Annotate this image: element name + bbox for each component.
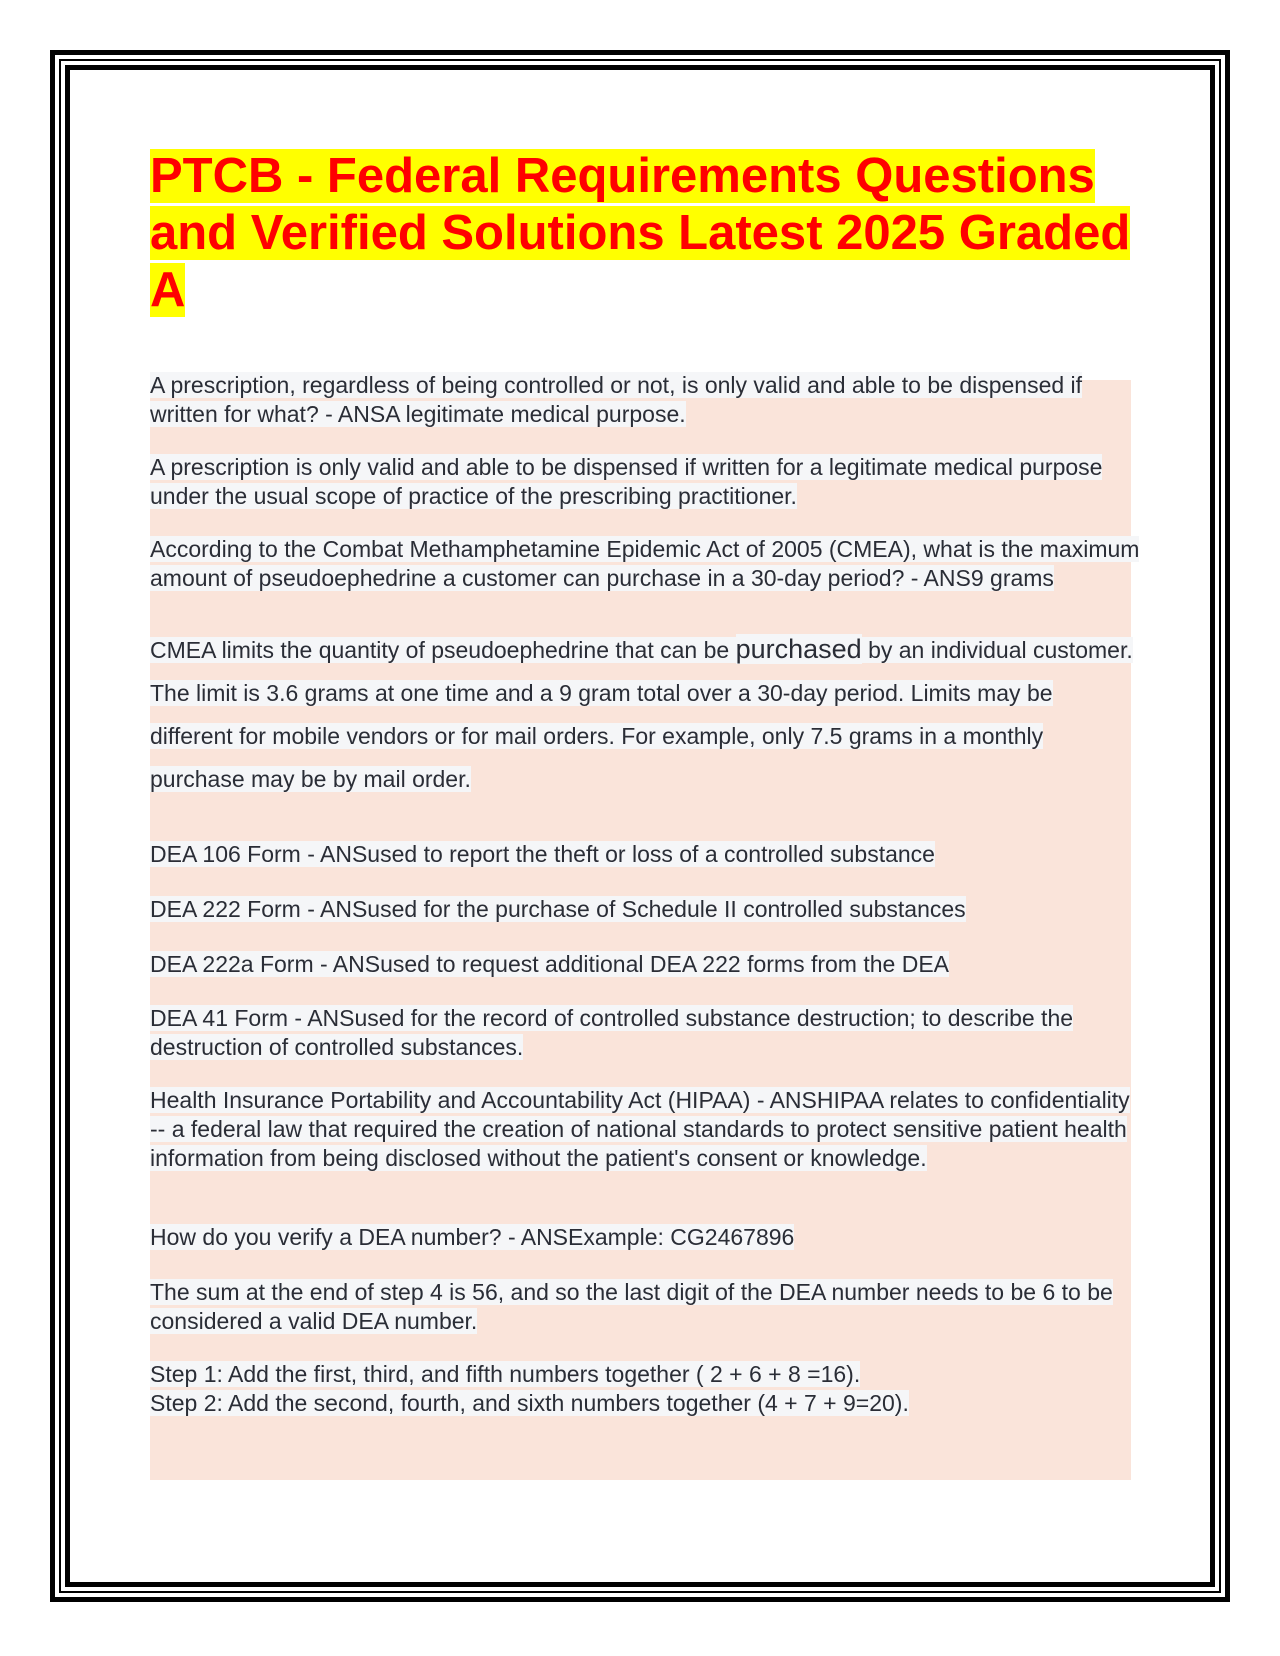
document-title: PTCB - Federal Requirements Questions and Verified Solutions Latest 2025 Graded A xyxy=(150,149,1131,317)
paragraph-dea-222a: DEA 222a Form - ANSused to request additional DEA 222 forms from the DEA xyxy=(150,951,950,977)
paragraph-prescription-question: A prescription, regardless of being controlled or not, is only valid and able to be dispensed if written for what? - ANSA legitimate medical purpose. xyxy=(150,372,1083,427)
cmea-text-before: CMEA limits the quantity of pseudoephedrine that can be xyxy=(150,637,736,663)
paragraph-dea-steps xyxy=(150,1360,1140,1418)
paragraph-dea-106: DEA 106 Form - ANSused to report the theft or loss of a controlled substance xyxy=(150,841,935,867)
paragraph-dea-sum: The sum at the end of step 4 is 56, and so the last digit of the DEA number needs to be 6 to be considered a valid DEA number. xyxy=(150,1279,1113,1334)
paragraph-hipaa: Health Insurance Portability and Accountability Act (HIPAA) - ANSHIPAA relates to confidentiality -- a federal law that required the creation of national standards to protect sensitive patient health information from being disclosed without the patient's consent or knowledge. xyxy=(150,1087,1130,1171)
cmea-text-emphasis: purchased xyxy=(735,634,862,664)
paragraph-cmea-question: According to the Combat Methamphetamine Epidemic Act of 2005 (CMEA), what is the maximum amount of pseudoephedrine a customer can purchase in a 30-day period? - ANS9 grams xyxy=(150,536,1140,591)
paragraph-cmea-limits xyxy=(150,628,1140,801)
paragraph-dea-41: DEA 41 Form - ANSused for the record of controlled substance destruction; to describe the destruction of controlled substances. xyxy=(150,1005,1074,1060)
paragraph-dea-verify: How do you verify a DEA number? - ANSExample: CG2467896 xyxy=(150,1224,795,1250)
step-2-text: Step 2: Add the second, fourth, and sixth numbers together (4 + 7 + 9=20). xyxy=(150,1390,909,1416)
cmea-text-after: by an individual customer. The limit is 3.6 grams at one time and a 9 gram total over a 30-day period. Limits may be different for mobile vendors or for mail orders. For example, only 7.5 grams in a monthly purchase may be by mail order. xyxy=(150,637,1133,792)
paragraph-dea-222: DEA 222 Form - ANSused for the purchase of Schedule II controlled substances xyxy=(150,896,966,922)
step-1-text: Step 1: Add the first, third, and fifth numbers together ( 2 + 6 + 8 =16). xyxy=(150,1361,861,1387)
paragraph-prescription-answer: A prescription is only valid and able to be dispensed if written for a legitimate medical purpose under the usual scope of practice of the prescribing practitioner. xyxy=(150,454,1103,509)
